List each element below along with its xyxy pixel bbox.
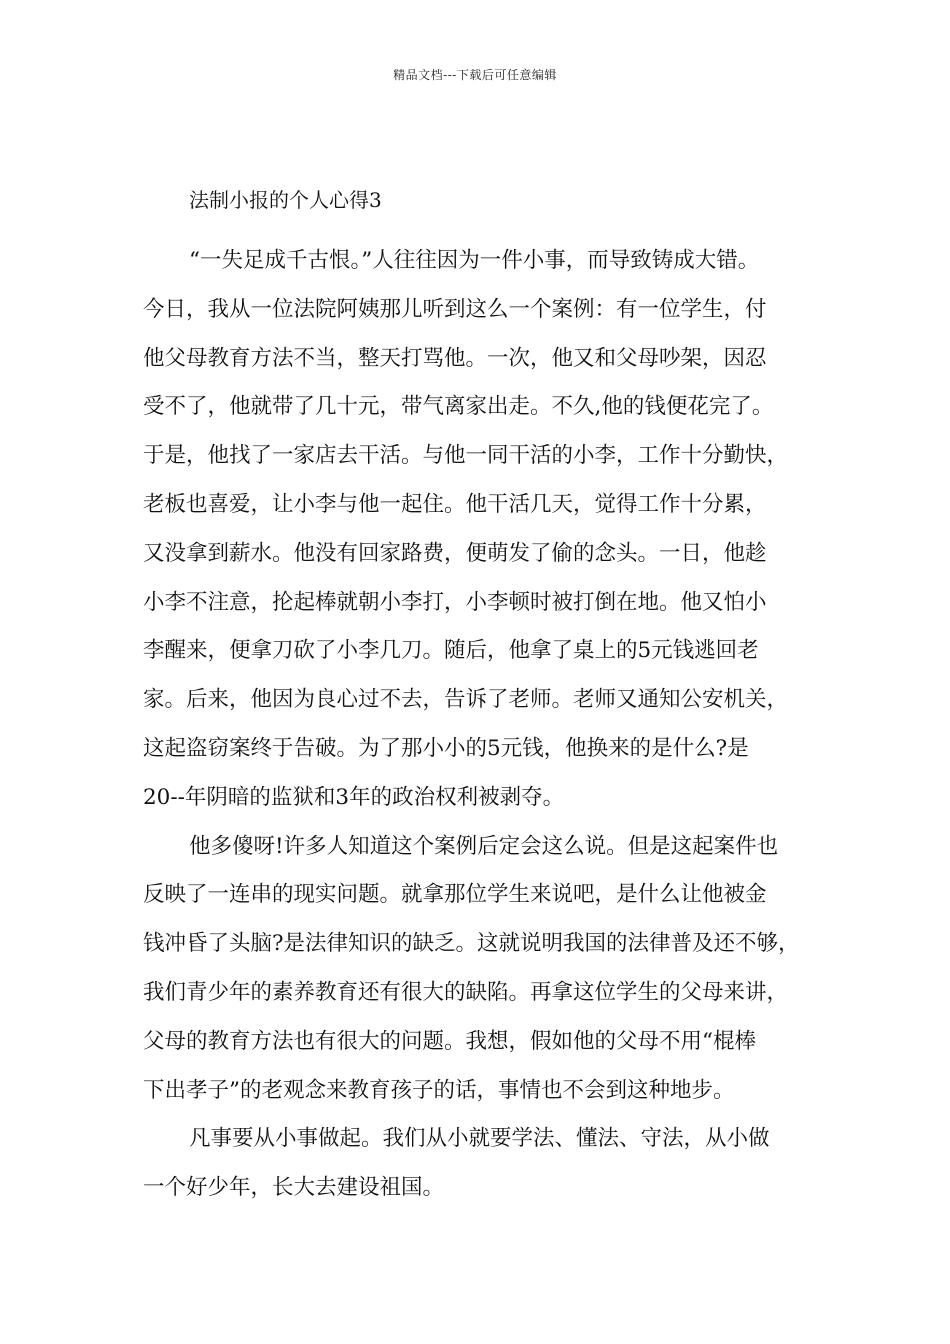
- paragraph-3: [143, 1115, 823, 1213]
- text-line: 李醒来，便拿刀砍了小李几刀。随后，他拿了桌上的5元钱逃回老: [143, 638, 759, 664]
- text-line: 他父母教育方法不当，整天打骂他。一次，他又和父母吵架，因忍: [143, 345, 767, 371]
- text-line: 今日，我从一位法院阿姨那儿听到这么一个案例：有一位学生，付: [143, 296, 767, 322]
- page-header: 精品文档---下载后可任意编辑: [393, 68, 557, 82]
- text-line: 下出孝子”的老观念来教育孩子的话，事情也不会到这种地步。: [143, 1077, 735, 1103]
- text-line: “一失足成千古恨。”人往往因为一件小事，而导致铸成大错。: [189, 248, 760, 273]
- text-line: 父母的教育方法也有很大的问题。我想，假如他的父母不用“棍棒: [143, 1028, 756, 1054]
- text-line: 小李不注意，抡起棒就朝小李打，小李顿时被打倒在地。他又怕小: [143, 589, 767, 615]
- paragraph-2: [143, 823, 823, 1116]
- text-line: 20--年阴暗的监狱和3年的政治权利被剥夺。: [143, 784, 565, 810]
- text-line: 这起盗窃案终于告破。为了那小小的5元钱，他换来的是什么?是: [143, 735, 749, 761]
- text-line: 一个好少年，长大去建设祖国。: [143, 1175, 445, 1201]
- text-line: 又没拿到薪水。他没有回家路费，便萌发了偷的念头。一日，他趁: [143, 540, 767, 566]
- text-line: 他多傻呀!许多人知道这个案例后定会这么说。但是这起案件也: [189, 833, 779, 859]
- text-line: 凡事要从小事做起。我们从小就要学法、懂法、守法，从小做: [189, 1126, 770, 1152]
- document-body: [143, 184, 823, 1213]
- text-line: 反映了一连串的现实问题。就拿那位学生来说吧，是什么让他被金: [143, 882, 767, 908]
- paragraph-1: [143, 237, 823, 823]
- text-line: 于是，他找了一家店去干活。与他一同干活的小李，工作十分勤快，: [143, 443, 789, 469]
- spacer: [143, 216, 823, 237]
- text-line: 家。后来，他因为良心过不去，告诉了老师。老师又通知公安机关，: [143, 687, 789, 713]
- text-line: 老板也喜爱，让小李与他一起住。他干活几天，觉得工作十分累，: [143, 491, 767, 517]
- text-line: 钱冲昏了头脑?是法律知识的缺乏。这就说明我国的法律普及还不够，: [143, 931, 800, 957]
- text-line: 我们青少年的素养教育还有很大的缺陷。再拿这位学生的父母来讲，: [143, 979, 789, 1005]
- document-title: 法制小报的个人心得3: [189, 188, 382, 212]
- text-line: 受不了，他就带了几十元，带气离家出走。不久,他的钱便花完了。: [143, 394, 774, 420]
